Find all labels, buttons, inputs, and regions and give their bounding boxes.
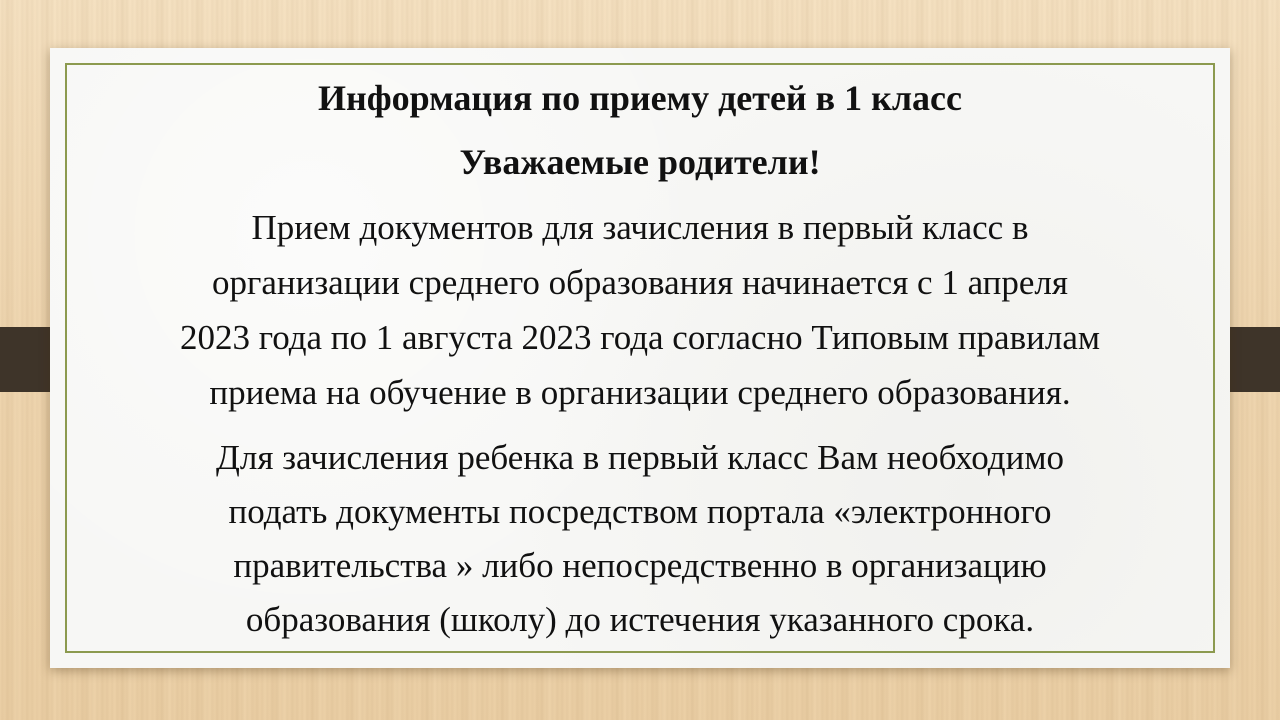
slide-title: Информация по приему детей в 1 класс [317,78,963,118]
paragraph1-line: приема на обучение в организации среднего образования. [209,373,1071,412]
paragraph2-line: правительства » либо непосредственно в организацию [233,546,1047,585]
paragraph2-line: Для зачисления ребенка в первый класс Вам необходимо [216,438,1064,477]
paragraph1-line: Прием документов для зачисления в первый класс в [251,208,1029,247]
paragraph1-line: 2023 года по 1 августа 2023 года согласно Типовым правилам [179,318,1101,357]
paragraph2-line: образования (школу) до истечения указанного срока. [245,600,1035,639]
paragraph1-line: организации среднего образования начинается с 1 апреля [212,263,1068,302]
greeting: Уважаемые родители! [459,142,821,182]
paragraph2-line: подать документы посредством портала «электронного [228,492,1052,531]
